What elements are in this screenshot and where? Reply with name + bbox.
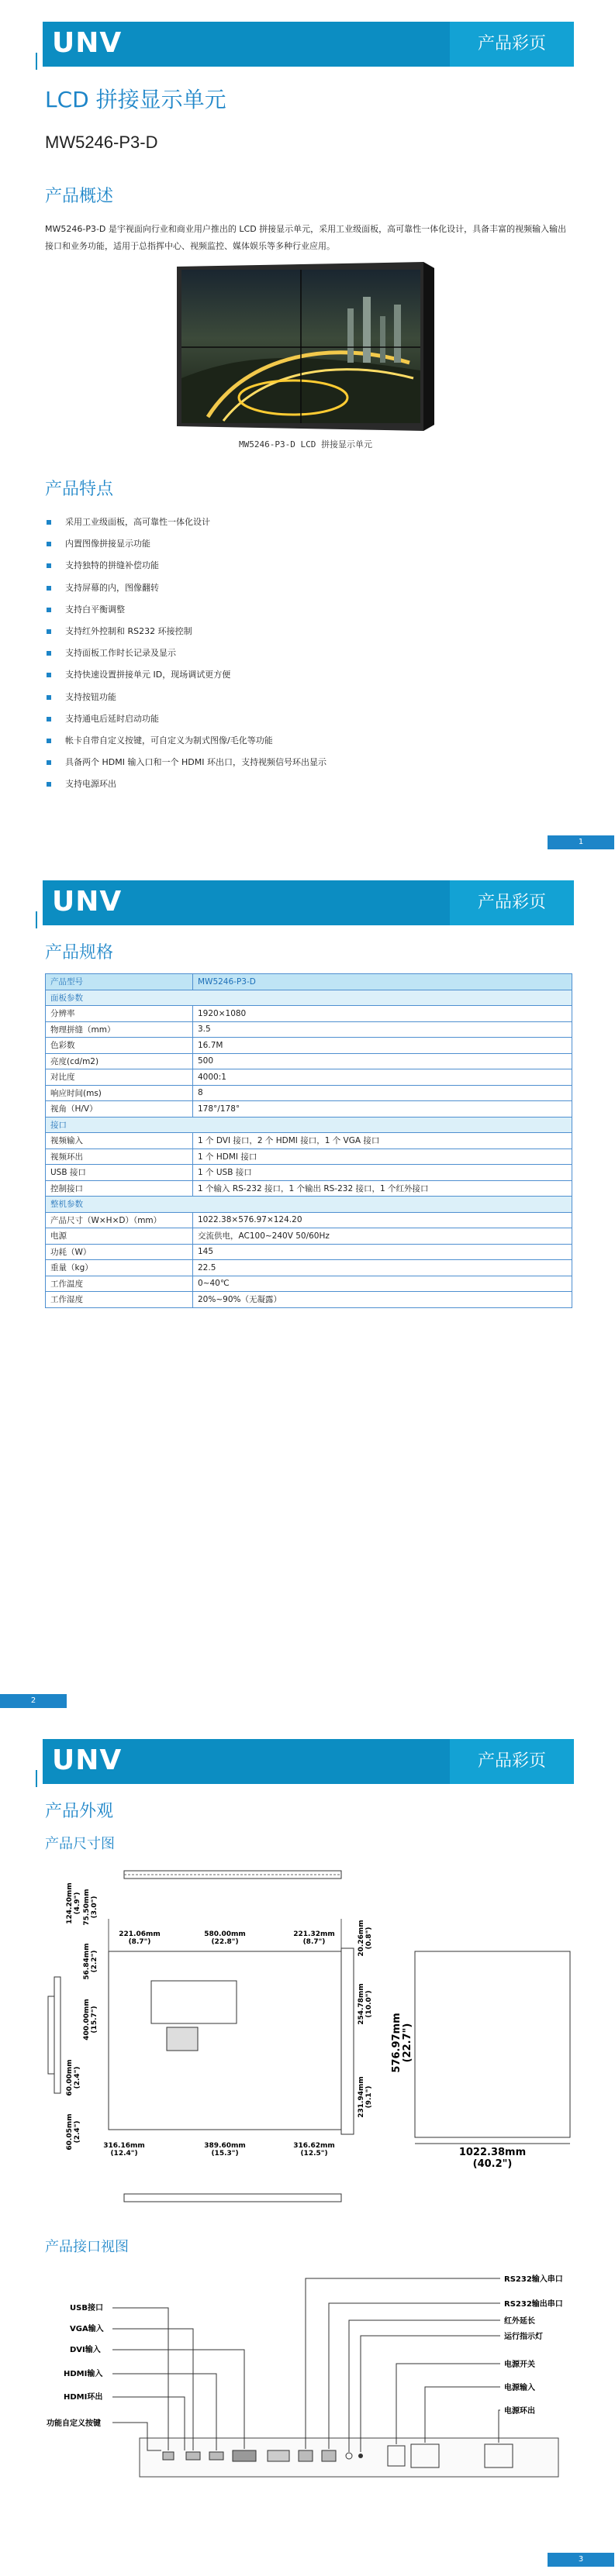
dim-389: 389.60mm — [204, 2142, 246, 2150]
spec-row — [46, 1244, 572, 1260]
dimension-drawing — [47, 1865, 574, 2217]
feature-item: 具备两个 HDMI 输入口和一个 HDMI 环出口，支持视频信号环出显示 — [45, 752, 572, 773]
bullet-icon — [47, 673, 51, 677]
header-title: 产品彩页 — [477, 1751, 546, 1771]
spec-row — [46, 1165, 572, 1181]
svg-text:(10.0") — [365, 1990, 373, 2017]
bullet-icon — [47, 760, 51, 765]
spec-row — [46, 1292, 572, 1308]
dim-56: 56.84mm — [83, 1943, 91, 1980]
dim-56-in: (2.2") — [91, 1950, 98, 1973]
spec-label: 工作温度 — [46, 1276, 193, 1292]
svg-text:400.00mm — [83, 1999, 91, 2040]
spec-value: 1 个 HDMI 接口 — [193, 1149, 572, 1165]
dim-60b-in: (2.4") — [74, 2120, 81, 2144]
features-list — [45, 511, 572, 795]
spec-row — [46, 1021, 572, 1038]
dim-316a-in: (12.4") — [110, 2150, 138, 2158]
spec-value: 8 — [193, 1085, 572, 1101]
spec-row — [46, 1133, 572, 1149]
ports-diagram — [47, 2268, 574, 2500]
product-model: MW5246-P3-D — [45, 133, 158, 152]
appearance-heading: 产品外观 — [45, 1802, 114, 1821]
dim-576-in: (22.7") — [402, 2023, 413, 2063]
spec-row — [46, 1228, 572, 1245]
feature-item: 支持独特的拼缝补偿功能 — [45, 555, 572, 577]
port-rs232-in-label: RS232输入串口 — [504, 2275, 563, 2284]
feature-item: 帐卡自带自定义按键，可自定义为制式图像/毛化等功能 — [45, 730, 572, 752]
dim-580-in: (22.8") — [211, 1938, 239, 1946]
spec-value: MW5246-P3-D — [193, 974, 572, 990]
dim-400-in: (15.7") — [91, 2006, 98, 2034]
feature-item: 支持面板工作时长记录及显示 — [45, 642, 572, 664]
spec-label: USB 接口 — [46, 1165, 193, 1181]
header-title: 产品彩页 — [477, 893, 546, 912]
spec-value: 178°/178° — [193, 1101, 572, 1118]
spec-row — [46, 1069, 572, 1086]
svg-text:(2.2") — [91, 1951, 98, 1973]
spec-label: 视频输入 — [46, 1133, 193, 1149]
dim-124: 124.20mm — [66, 1882, 74, 1924]
svg-text:56.84mm — [83, 1943, 91, 1979]
port-custom-key-label: 功能自定义按键 — [47, 2419, 101, 2428]
bullet-icon — [47, 563, 51, 568]
dim-1022-in: (40.2") — [472, 2158, 513, 2170]
product-title: LCD 拼接显示单元 — [45, 87, 226, 112]
bullet-icon — [47, 695, 51, 700]
spec-value: 1 个 DVI 接口，2 个 HDMI 接口，1 个 VGA 接口 — [193, 1133, 572, 1149]
bullet-icon — [47, 608, 51, 612]
spec-row — [46, 1006, 572, 1022]
dim-75: 75.50mm — [83, 1889, 91, 1926]
photo-caption: MW5246-P3-D LCD 拼接显示单元 — [239, 439, 372, 449]
port-hdmi-in-label: HDMI输入 — [64, 2370, 103, 2378]
port-rs232-out-label: RS232输出串口 — [504, 2300, 563, 2309]
spec-label: 分辨率 — [46, 1006, 193, 1022]
svg-text:(4.9") — [74, 1892, 81, 1915]
spec-group-row — [46, 1197, 572, 1213]
header-tick — [36, 911, 37, 928]
features-heading: 产品特点 — [45, 480, 114, 499]
dim-60a: 60.00mm — [66, 2059, 74, 2096]
spec-group-row — [46, 990, 572, 1006]
spec-value: 1920×1080 — [193, 1006, 572, 1022]
spec-row — [46, 1149, 572, 1165]
dim-254: 254.78mm — [358, 1983, 365, 2025]
spec-value: 22.5 — [193, 1260, 572, 1276]
spec-label: 工作湿度 — [46, 1292, 193, 1308]
bullet-icon — [47, 542, 51, 546]
svg-text:(2.4") — [74, 2121, 81, 2144]
svg-text:60.05mm — [66, 2113, 74, 2150]
spec-group-row — [46, 1117, 572, 1133]
spec-row — [46, 1276, 572, 1292]
dim-75-in: (3.0") — [91, 1896, 98, 1919]
port-dvi-label: DVI输入 — [70, 2346, 101, 2354]
spec-label: 整机参数 — [46, 1197, 572, 1213]
port-power-switch-label: 电源开关 — [504, 2361, 535, 2369]
feature-item: 支持屏幕的内，图像翻转 — [45, 577, 572, 599]
brand-logo: UNV — [52, 27, 123, 59]
header-bar — [43, 22, 574, 67]
spec-heading: 产品规格 — [45, 943, 114, 963]
svg-text:75.50mm — [83, 1889, 91, 1925]
product-photo — [177, 262, 434, 431]
spec-label: 响应时间(ms) — [46, 1085, 193, 1101]
dim-221b: 221.32mm — [293, 1930, 335, 1938]
spec-label: 亮度(cd/m2) — [46, 1053, 193, 1069]
spec-value: 145 — [193, 1244, 572, 1260]
page-number: 3 — [548, 2553, 614, 2567]
spec-value: 交流供电，AC100~240V 50/60Hz — [193, 1228, 572, 1245]
bullet-icon — [47, 739, 51, 743]
dim-221a-in: (8.7") — [128, 1938, 151, 1946]
dimension-heading: 产品尺寸图 — [45, 1836, 115, 1852]
feature-item: 支持电源环出 — [45, 773, 572, 795]
brand-logo: UNV — [52, 1744, 123, 1776]
svg-text:(0.8") — [365, 1927, 373, 1950]
svg-text:60.00mm — [66, 2059, 74, 2096]
spec-label: 接口 — [46, 1117, 572, 1133]
spec-row — [46, 1212, 572, 1228]
svg-text:20.26mm — [358, 1920, 365, 1956]
feature-item: 支持白平衡调整 — [45, 599, 572, 621]
spec-value: 1 个输入 RS-232 接口，1 个输出 RS-232 接口，1 个红外接口 — [193, 1180, 572, 1197]
port-usb-label: USB接口 — [70, 2304, 103, 2313]
spec-label: 重量（kg） — [46, 1260, 193, 1276]
spec-label: 产品尺寸（W×H×D）（mm） — [46, 1212, 193, 1228]
dim-231-in: (9.1") — [365, 2085, 373, 2109]
spec-table — [45, 973, 572, 1308]
spec-row — [46, 1260, 572, 1276]
spec-row — [46, 1053, 572, 1069]
feature-item: 采用工业级面板，高可靠性一体化设计 — [45, 511, 572, 533]
dim-316b-in: (12.5") — [300, 2150, 328, 2158]
dim-20-in: (0.8") — [365, 1927, 373, 1950]
header-bar — [43, 880, 574, 925]
spec-header-row — [46, 974, 572, 990]
spec-value: 3.5 — [193, 1021, 572, 1038]
feature-item: 支持按钮功能 — [45, 687, 572, 708]
dim-316a: 316.16mm — [103, 2142, 145, 2150]
feature-item: 内置图像拼接显示功能 — [45, 533, 572, 555]
feature-item: 支持快速设置拼接单元 ID，现场调试更方便 — [45, 664, 572, 686]
dim-221a: 221.06mm — [119, 1930, 161, 1938]
dim-316b: 316.62mm — [293, 2142, 335, 2150]
svg-text:(3.0") — [91, 1896, 98, 1919]
feature-item: 支持通电后延时启动功能 — [45, 708, 572, 730]
spec-label: 色彩数 — [46, 1038, 193, 1054]
spec-label: 视频环出 — [46, 1149, 193, 1165]
spec-row — [46, 1038, 572, 1054]
spec-label: 对比度 — [46, 1069, 193, 1086]
spec-value: 20%~90%（无凝露） — [193, 1292, 572, 1308]
header-title: 产品彩页 — [477, 34, 546, 53]
header-tick — [36, 1770, 37, 1787]
page-2 — [0, 859, 615, 1717]
spec-label: 电源 — [46, 1228, 193, 1245]
spec-label: 功耗（W） — [46, 1244, 193, 1260]
spec-label: 视角（H/V） — [46, 1101, 193, 1118]
dim-580: 580.00mm — [204, 1930, 246, 1938]
page-3 — [0, 1717, 615, 2576]
svg-text:254.78mm — [358, 1983, 365, 2025]
port-hdmi-out-label: HDMI环出 — [64, 2393, 103, 2402]
bullet-icon — [47, 782, 51, 787]
spec-value: 1022.38×576.97×124.20 — [193, 1212, 572, 1228]
dim-389-in: (15.3") — [211, 2150, 239, 2158]
spec-value: 16.7M — [193, 1038, 572, 1054]
svg-text:(15.7") — [91, 2006, 98, 2033]
port-led-label: 运行指示灯 — [504, 2333, 543, 2341]
svg-text:(9.1") — [365, 2086, 373, 2109]
dim-231: 231.94mm — [358, 2076, 365, 2118]
bullet-icon — [47, 520, 51, 525]
port-ir-label: 红外延长 — [504, 2317, 535, 2326]
spec-value: 1 个 USB 接口 — [193, 1165, 572, 1181]
bullet-icon — [47, 651, 51, 656]
dim-20: 20.26mm — [358, 1920, 365, 1957]
port-power-in-label: 电源输入 — [504, 2384, 535, 2392]
brand-logo: UNV — [52, 886, 123, 918]
port-power-out-label: 电源环出 — [504, 2407, 535, 2416]
svg-text:124.20mm — [66, 1882, 74, 1924]
dim-124-in: (4.9") — [74, 1892, 81, 1915]
spec-label: 物理拼缝（mm） — [46, 1021, 193, 1038]
spec-label: 产品型号 — [46, 974, 193, 990]
dim-576: 576.97mm — [391, 2013, 403, 2073]
page-number: 1 — [548, 835, 614, 849]
svg-text:576.97mm — [391, 2013, 403, 2072]
dim-221b-in: (8.7") — [302, 1938, 326, 1946]
spec-value: 0~40℃ — [193, 1276, 572, 1292]
dim-254-in: (10.0") — [365, 1990, 373, 2018]
spec-row — [46, 1085, 572, 1101]
port-vga-label: VGA输入 — [70, 2325, 104, 2333]
bullet-icon — [47, 717, 51, 721]
spec-value: 500 — [193, 1053, 572, 1069]
svg-text:231.94mm — [358, 2076, 365, 2118]
header-tick — [36, 53, 37, 70]
header-bar — [43, 1739, 574, 1784]
bullet-icon — [47, 629, 51, 634]
spec-row — [46, 1101, 572, 1118]
spec-label: 控制接口 — [46, 1180, 193, 1197]
svg-text:(22.7") — [402, 2023, 413, 2063]
page-number: 2 — [0, 1694, 67, 1708]
overview-text: MW5246-P3-D 是宇视面向行业和商业用户推出的 LCD 拼接显示单元，采用工业级面板，高可靠性一体化设计，具备丰富的视频输入输出接口和业务功能，适用于总指挥中心、视频监控、媒体娱乐等多种行业应用。 — [45, 224, 567, 251]
ports-heading: 产品接口视图 — [45, 2239, 129, 2255]
dim-60a-in: (2.4") — [74, 2066, 81, 2089]
overview-heading: 产品概述 — [45, 187, 114, 206]
page-1 — [0, 0, 615, 859]
spec-value: 4000:1 — [193, 1069, 572, 1086]
dim-400: 400.00mm — [83, 1999, 91, 2040]
dim-60b: 60.05mm — [66, 2113, 74, 2151]
dim-1022: 1022.38mm — [458, 2147, 527, 2158]
spec-label: 面板参数 — [46, 990, 572, 1006]
svg-text:(2.4") — [74, 2067, 81, 2089]
spec-row — [46, 1180, 572, 1197]
feature-item: 支持红外控制和 RS232 环接控制 — [45, 621, 572, 642]
bullet-icon — [47, 586, 51, 591]
